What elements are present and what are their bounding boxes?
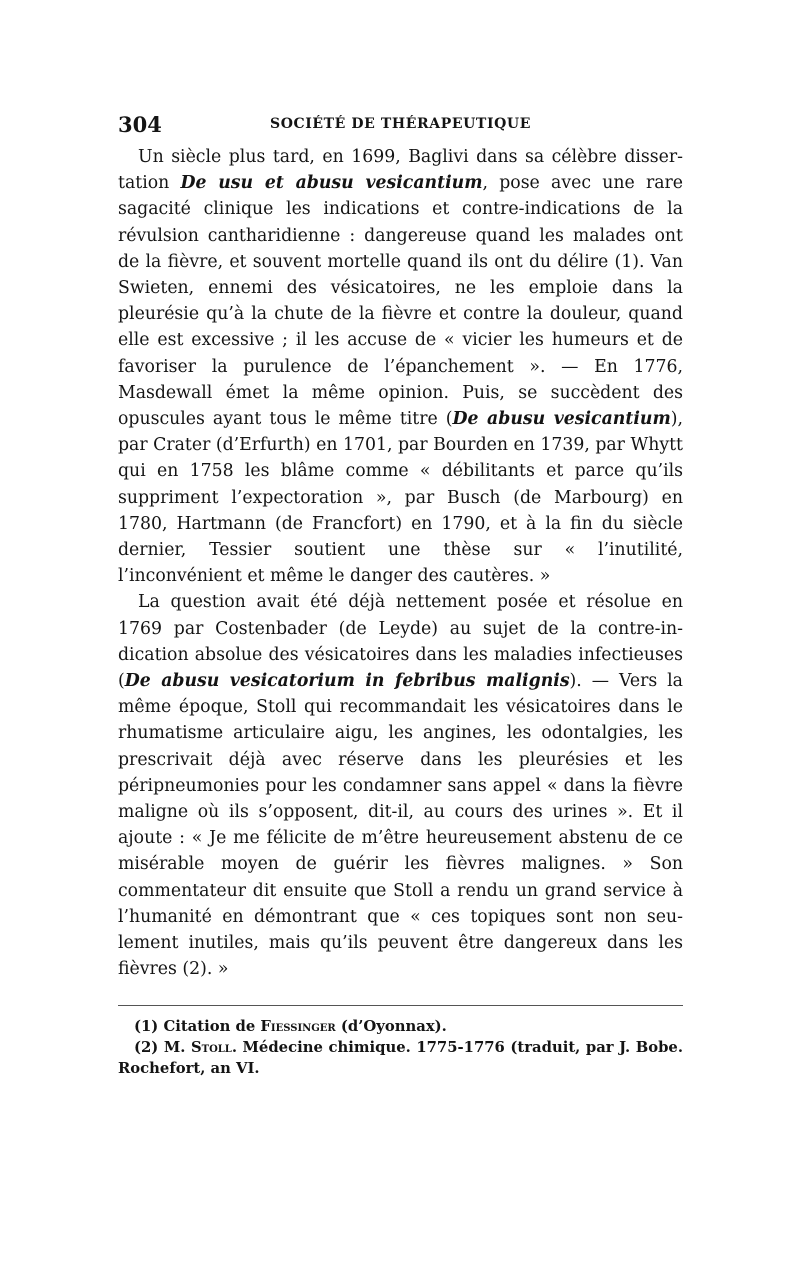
work-title-de-abusu-vesicantium: De abusu vesicantium: [452, 409, 671, 430]
footnote-1-author: Fiessinger: [260, 1017, 336, 1035]
footnote-1-text-b: (d’Oyonnax).: [335, 1017, 447, 1035]
paragraph-2-text-b: ). — Vers la même époque, Stoll qui recommandait les vésicatoires dans le rhumatisme articulaire aigu, les angines, les odontalgies, les prescrivait déjà avec réserve dans les pleurésies et les péripneumonies pour les condamner sans appel « dans la fièvre maligne où ils s’opposent, dit-il, au cours des urines ». Et il ajoute : « Je me félicite de m’être heureusement abstenu de ce misérable moyen de guérir les fièvres malignes. » Son commentateur dit ensuite que Stoll a rendu un grand service à l’humanité en démontrant que « ces topiques sont non seulement inutiles, mais qu’ils peuvent être dangereux dans les fièvres (2). »: [118, 671, 683, 980]
footnote-2-author: Stoll: [190, 1038, 232, 1056]
running-header: [118, 104, 683, 144]
footnote-1-text-a: (1) Citation de: [134, 1017, 261, 1035]
paragraph-1-text-c: ), par Crater (d’Erfurth) en 1701, par Bourden en 1739, par Whytt qui en 1758 les blâme comme « débilitants et parce qu’ils suppriment l’expectoration », par Busch (de Marbourg) en 1780, Hartmann (de Francfort) en 1790, et à la fin du siècle dernier, Tessier soutient une thèse sur « l’inutilité, l’inconvénient et même le danger des cautères. »: [118, 409, 683, 587]
footnote-2-text-b: . Médecine chimique. 1775-1776 (traduit, par J. Bobe. Rochefort, an VI.: [118, 1038, 683, 1077]
book-page: [118, 104, 683, 1079]
paragraph-1: [118, 144, 683, 589]
paragraph-2-text-a: La question avait été déjà nettement posée et résolue en 1769 par Costenbader (de Leyde) au sujet de la contre-indication absolue des vésicatoires dans les maladies infectieuses (: [118, 592, 683, 692]
body-text: [118, 144, 683, 983]
footnotes: [118, 1016, 683, 1079]
footnote-2: [118, 1037, 683, 1079]
footnote-divider: [118, 1005, 683, 1006]
page-number: 304: [118, 112, 162, 137]
paragraph-1-text-b: , pose avec une rare sagacité clinique les indications et contre-indications de la révulsion cantharidienne : dangereuse quand les malades ont de la fièvre, et souvent mortelle quand ils ont du délire (1). Van Swieten, ennemi des vésicatoires, ne les emploie dans la pleurésie qu’à la chute de la fièvre et contre la douleur, quand elle est excessive ; il les accuse de « vicier les humeurs et de favoriser la purulence de l’épanchement ». — En 1776, Masdewall émet la même opinion. Puis, se succèdent des opuscules ayant tous le même titre (: [118, 173, 683, 430]
paragraph-2: [118, 589, 683, 982]
paragraph-1-text-a: Un siècle plus tard, en 1699, Baglivi dans sa célèbre dissertation: [118, 147, 683, 194]
running-title: SOCIÉTÉ DE THÉRAPEUTIQUE: [270, 116, 531, 132]
work-title-de-usu-et-abusu: De usu et abusu vesicantium: [180, 173, 483, 194]
work-title-de-abusu-vesicatorium: De abusu vesicatorium in febribus malignis: [124, 671, 570, 692]
footnote-2-text-a: (2) M.: [134, 1038, 191, 1056]
footnote-1: [118, 1016, 683, 1037]
